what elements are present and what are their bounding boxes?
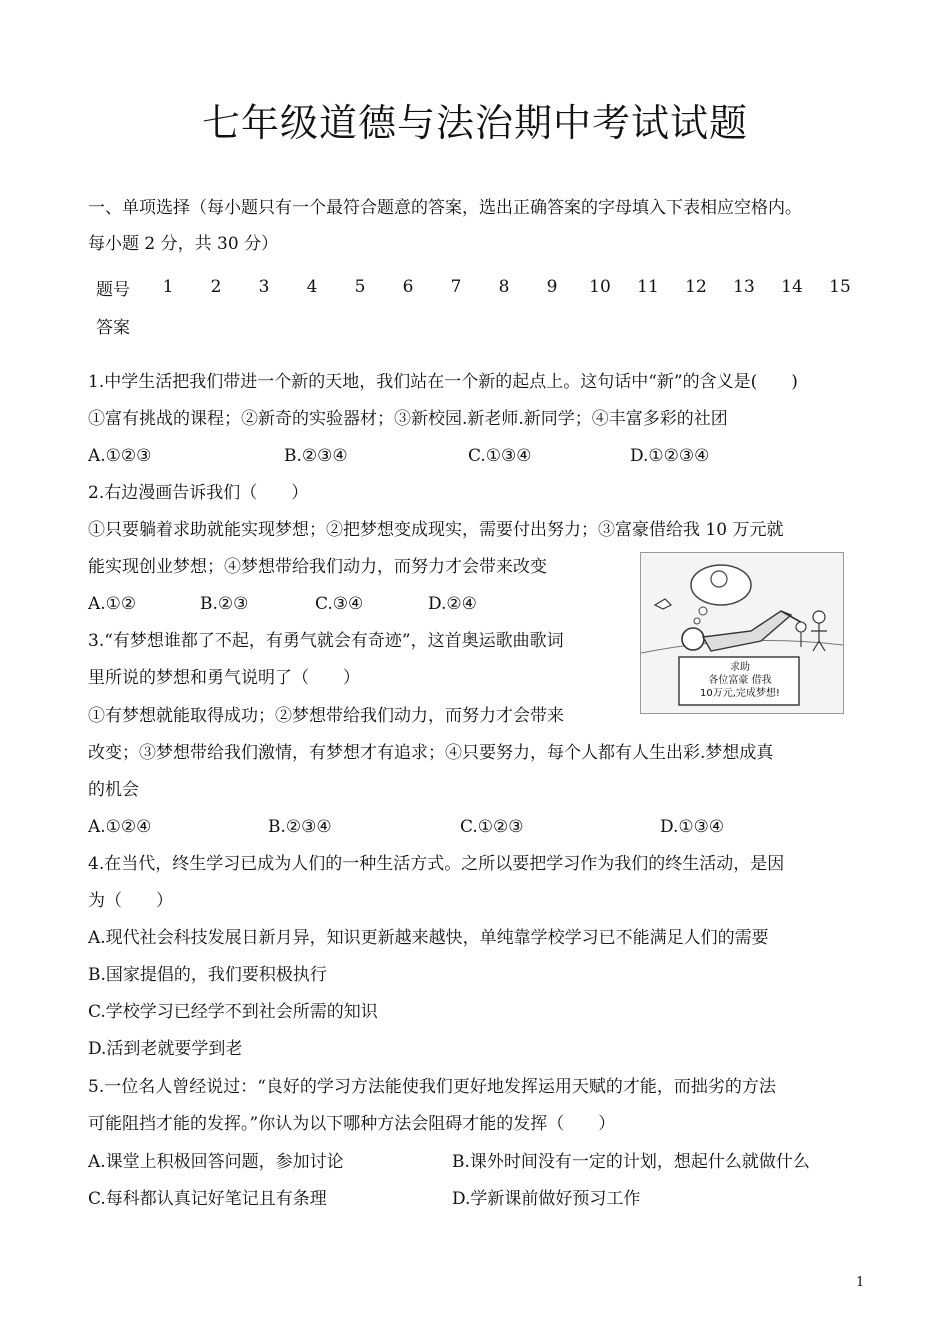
question-number: 2	[210, 277, 222, 297]
q1-stem: 1.中学生活把我们带进一个新的天地，我们站在一个新的起点上。这句话中“新”的含义是( )	[88, 372, 798, 392]
question-number: 5	[354, 277, 366, 297]
q2-option-c: C.③④	[315, 594, 364, 614]
q3-items-line2: 改变；③梦想带给我们激情，有梦想才有追求；④只要努力，每个人都有人生出彩.梦想成真	[88, 743, 774, 763]
question-number: 10	[589, 277, 611, 297]
q2-items-line1: ①只要躺着求助就能实现梦想；②把梦想变成现实，需要付出努力；③富豪借给我 10 万元就	[88, 520, 784, 540]
cartoon-sign-line2: 各位富豪 借我	[708, 675, 772, 686]
section-instructions-line2: 每小题 2 分，共 30 分）	[88, 234, 279, 254]
q1-items: ①富有挑战的课程；②新奇的实验器材；③新校园.新老师.新同学；④丰富多彩的社团	[88, 409, 728, 429]
q3-option-c: C.①②③	[460, 817, 524, 837]
q5-option-d: D.学新课前做好预习工作	[452, 1189, 641, 1209]
answer-table-row-label: 答案	[96, 317, 130, 338]
question-number: 8	[498, 277, 510, 297]
q1-option-b: B.②③④	[284, 446, 348, 466]
q2-option-a: A.①②	[88, 594, 137, 614]
question-number: 3	[258, 277, 270, 297]
q5-option-b: B.课外时间没有一定的计划，想起什么就做什么	[452, 1152, 810, 1172]
q3-option-b: B.②③④	[268, 817, 332, 837]
question-number: 1	[162, 277, 174, 297]
q2-stem: 2.右边漫画告诉我们（ ）	[88, 483, 309, 503]
question-number: 6	[402, 277, 414, 297]
q2-option-b: B.②③	[200, 594, 249, 614]
q4-stem-line2: 为（ ）	[88, 891, 173, 911]
q4-option-a: A.现代社会科技发展日新月异，知识更新越来越快，单纯靠学校学习已不能满足人们的需要	[88, 928, 769, 948]
q3-option-a: A.①②④	[88, 817, 152, 837]
q4-stem-line1: 4.在当代，终生学习已成为人们的一种生活方式。之所以要把学习作为我们的终生活动，是因	[88, 854, 785, 874]
answer-table-answer-row	[90, 306, 864, 344]
q5-stem-line2: 可能阻挡才能的发挥。”你认为以下哪种方法会阻碍才能的发挥（ ）	[88, 1114, 616, 1134]
q5-option-c: C.每科都认真记好笔记且有条理	[88, 1189, 327, 1209]
q5-stem-line1: 5.一位名人曾经说过：“良好的学习方法能使我们更好地发挥运用天赋的才能，而拙劣的方法	[88, 1077, 776, 1097]
question-number: 11	[637, 277, 659, 297]
question-number: 7	[450, 277, 462, 297]
q1-option-c: C.①③④	[468, 446, 532, 466]
q3-option-d: D.①③④	[660, 817, 725, 837]
q2-option-d: D.②④	[428, 594, 477, 614]
cartoon-sign-line1: 求助	[730, 662, 750, 673]
cartoon-sign-line3: 10万元,完成梦想!	[700, 688, 780, 699]
q3-stem-line2: 里所说的梦想和勇气说明了（ ）	[88, 668, 360, 688]
q3-stem-line1: 3.“有梦想谁都了不起，有勇气就会有奇迹”，这首奥运歌曲歌词	[88, 631, 564, 651]
question-number: 14	[781, 277, 803, 297]
q2-items-line2: 能实现创业梦想；④梦想带给我们动力，而努力才会带来改变	[88, 557, 547, 577]
section-instructions-line1: 一、单项选择（每小题只有一个最符合题意的答案，选出正确答案的字母填入下表相应空格内。	[88, 198, 802, 218]
question-number: 12	[685, 277, 707, 297]
q5-option-a: A.课堂上积极回答问题，参加讨论	[88, 1152, 344, 1172]
q4-option-c: C.学校学习已经学不到社会所需的知识	[88, 1002, 378, 1022]
q3-items-line1: ①有梦想就能取得成功；②梦想带给我们动力，而努力才会带来	[88, 706, 564, 726]
q3-items-line3: 的机会	[88, 780, 139, 800]
question-number: 15	[829, 277, 851, 297]
q1-option-a: A.①②③	[88, 446, 152, 466]
question-number: 9	[546, 277, 558, 297]
page-number: 1	[856, 1275, 865, 1290]
answer-table-row-label: 题号	[96, 279, 130, 300]
answer-table	[90, 268, 864, 344]
q4-option-d: D.活到老就要学到老	[88, 1039, 243, 1059]
question-number: 13	[733, 277, 755, 297]
question-number: 4	[306, 277, 318, 297]
q4-option-b: B.国家提倡的，我们要积极执行	[88, 965, 327, 985]
answer-table-number-row	[90, 268, 864, 306]
cartoon-illustration	[640, 552, 844, 714]
page-title: 七年级道德与法治期中考试试题	[201, 101, 748, 145]
q1-option-d: D.①②③④	[630, 446, 710, 466]
